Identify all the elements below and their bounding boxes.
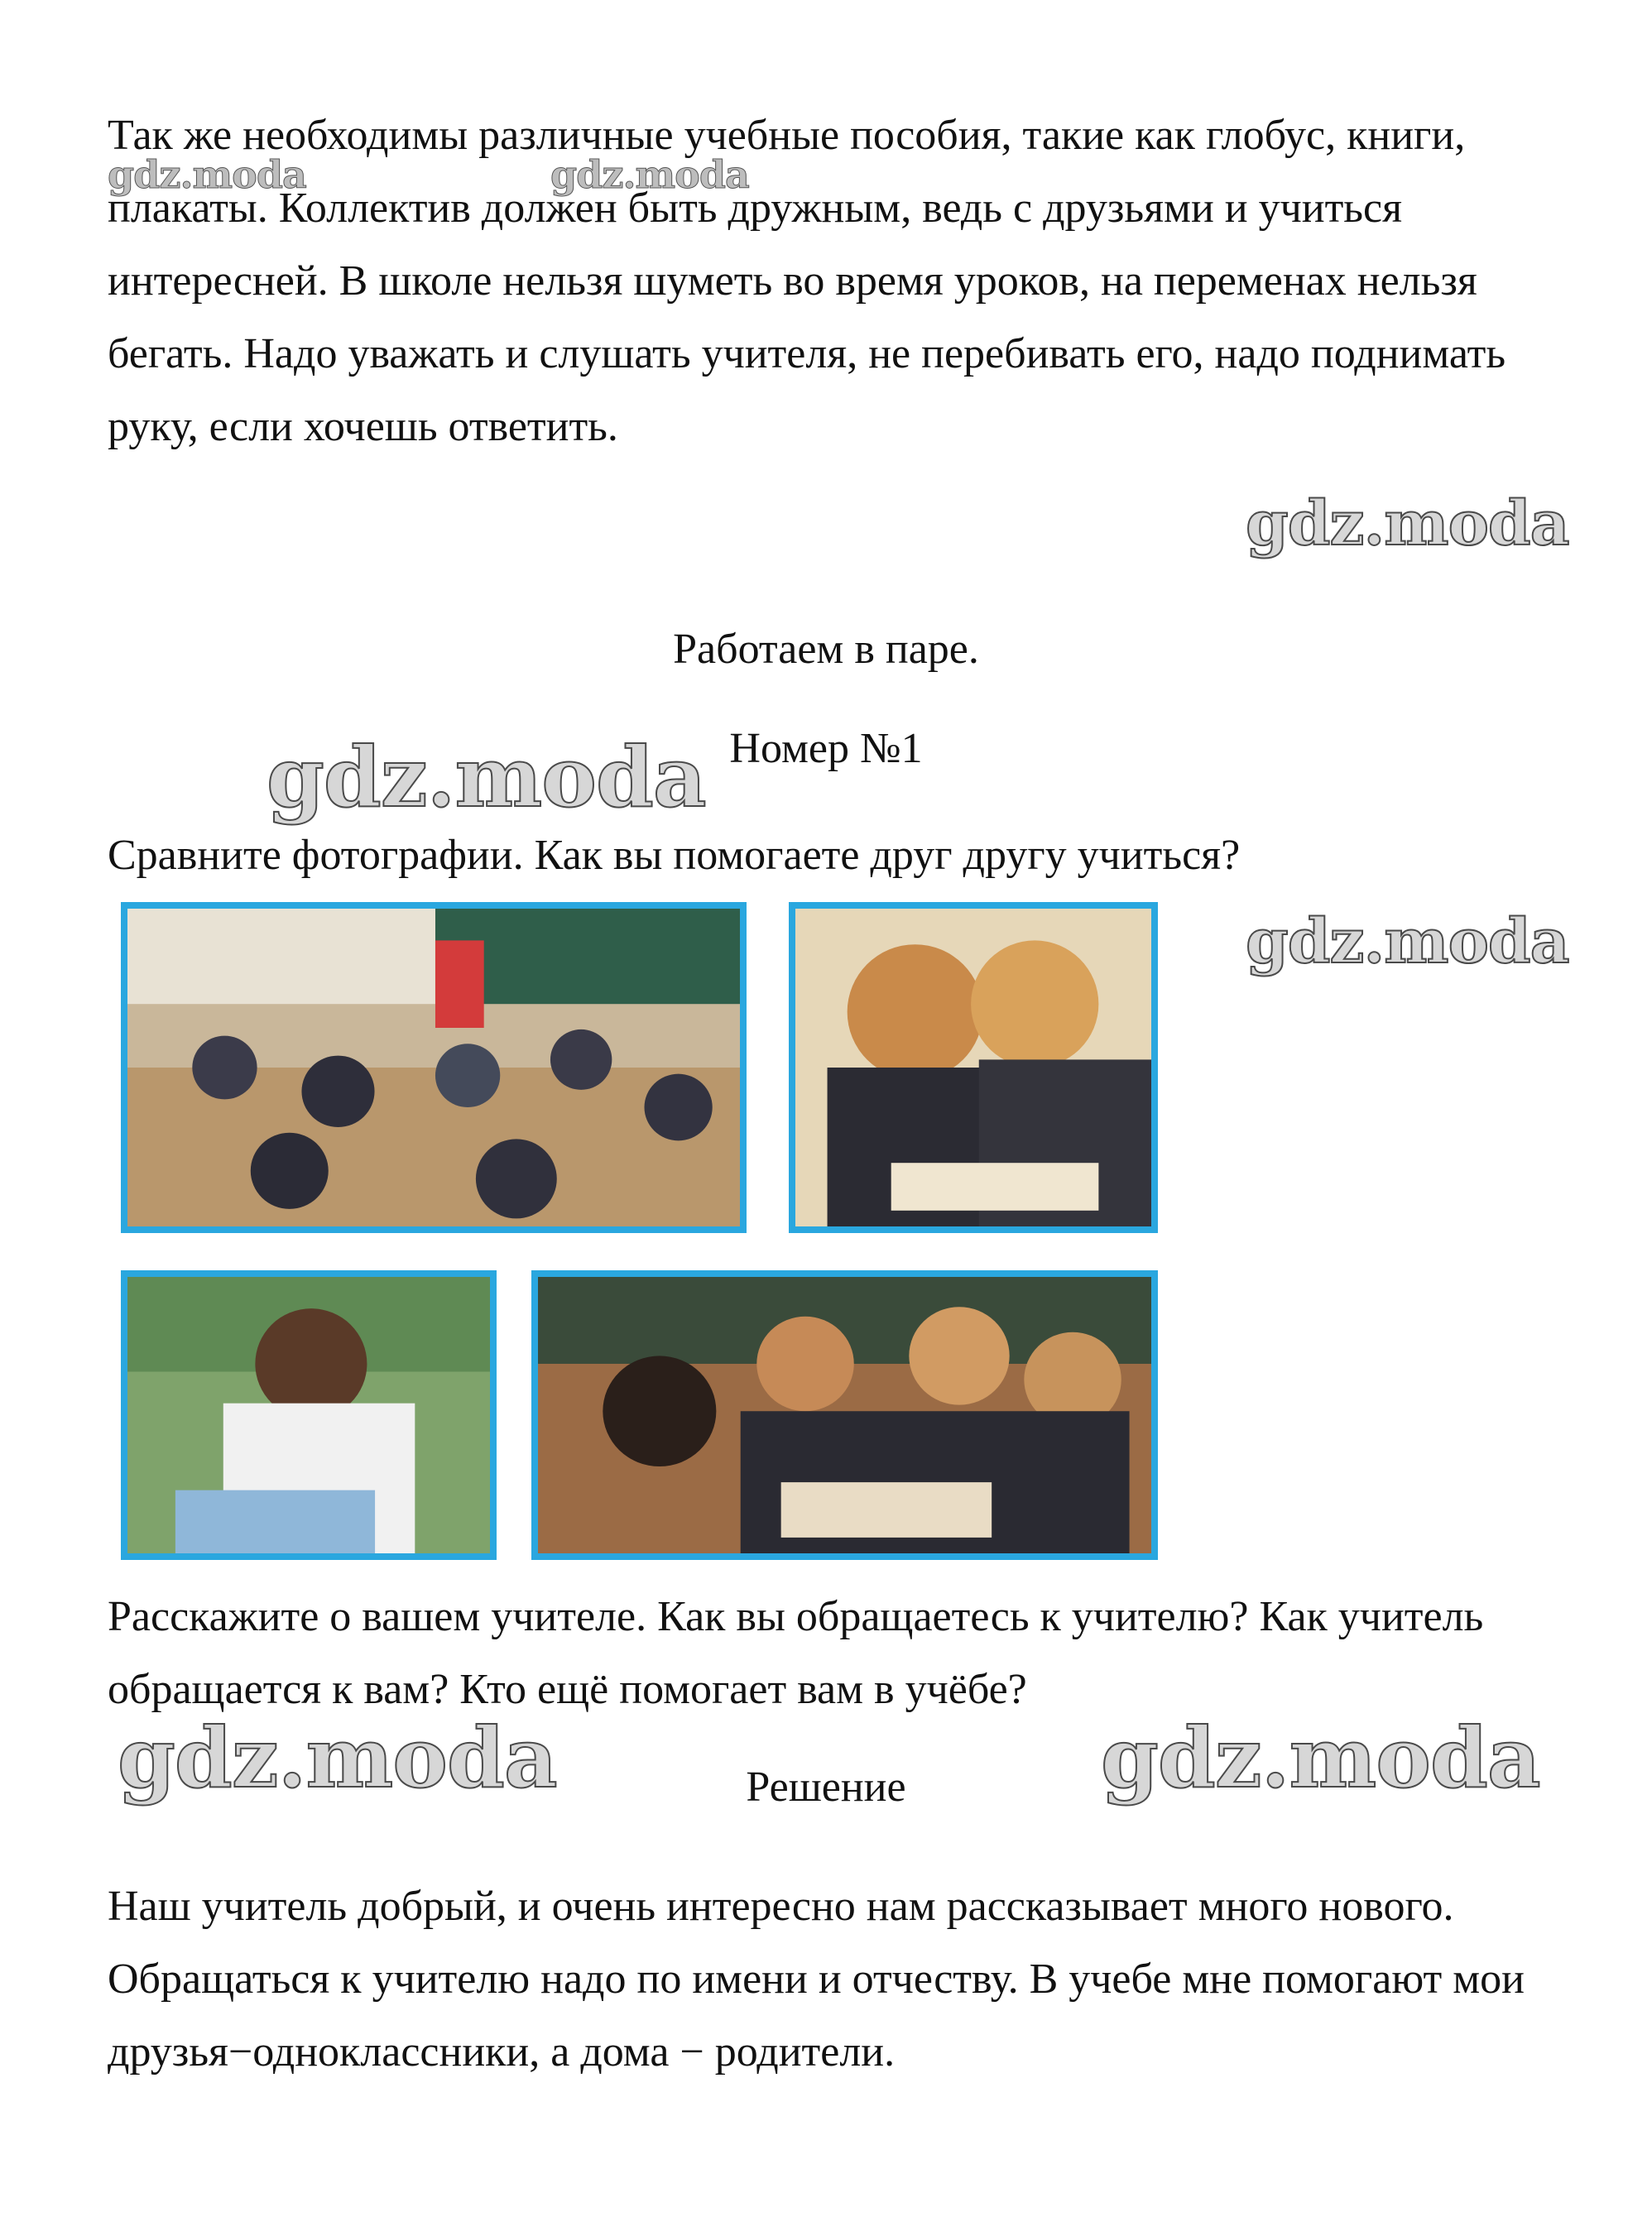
girl-reading-photo [121,1270,497,1560]
watermark: gdz.moda [118,1709,557,1807]
section-title: Работаем в паре. [673,626,979,673]
task-number: Номер №1 [729,725,923,772]
watermark: gdz.moda [1101,1709,1540,1807]
watermark: gdz.moda [550,152,749,197]
group-children-photo [531,1270,1158,1560]
solution-text: Наш учитель добрый, и очень интересно нам рассказывает много нового. Обращаться к учителю надо по имени и отчеству. В учебе мне помогают мои друзья−одноклассники, а дома − родители. [108,1883,1525,2076]
task-question: Сравните фотографии. Как вы помогаете друг другу учиться? [108,832,1241,879]
two-boys-photo [789,902,1158,1233]
watermark: gdz.moda [1246,488,1569,559]
classroom-photo [121,902,747,1233]
watermark: gdz.moda [267,728,706,826]
watermark: gdz.moda [1246,906,1569,977]
intro-paragraph: Так же необходимы различные учебные пособия, такие как глобус, книги, плакаты. Коллектив должен быть дружным, ведь с друзьями и учиться интересней. В школе нельзя шуметь во время уроков, на переменах нельзя бегать. Надо уважать и слушать учителя, не перебивать его, надо поднимать руку, если хочешь ответить. [108,112,1506,450]
watermark: gdz.moda [108,152,306,197]
solution-label: Решение [746,1764,906,1811]
task-question-2: Расскажите о вашем учителе. Как вы обращаетесь к учителю? Как учитель обращается к вам? Кто ещё помогает вам в учёбе? [108,1593,1484,1713]
